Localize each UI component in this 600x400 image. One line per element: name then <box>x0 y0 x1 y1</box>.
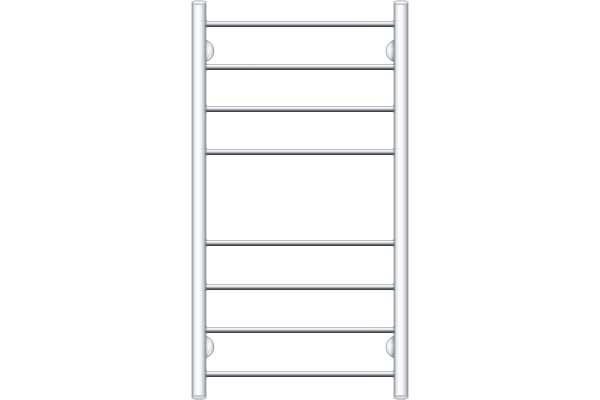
wall-bracket-bottom-left <box>206 336 214 358</box>
rung <box>205 21 395 27</box>
right-post <box>394 1 408 400</box>
rung <box>205 284 395 290</box>
rung <box>205 240 395 246</box>
left-post <box>192 1 206 400</box>
wall-bracket-top-left <box>206 40 214 62</box>
rung <box>205 64 395 70</box>
rung <box>205 106 395 112</box>
rung <box>205 327 395 333</box>
wall-bracket-bottom-right <box>386 336 394 358</box>
rungs <box>205 21 395 377</box>
rung <box>205 371 395 377</box>
rung-joints <box>205 20 395 378</box>
rung <box>205 149 395 155</box>
wall-bracket-top-right <box>386 40 394 62</box>
